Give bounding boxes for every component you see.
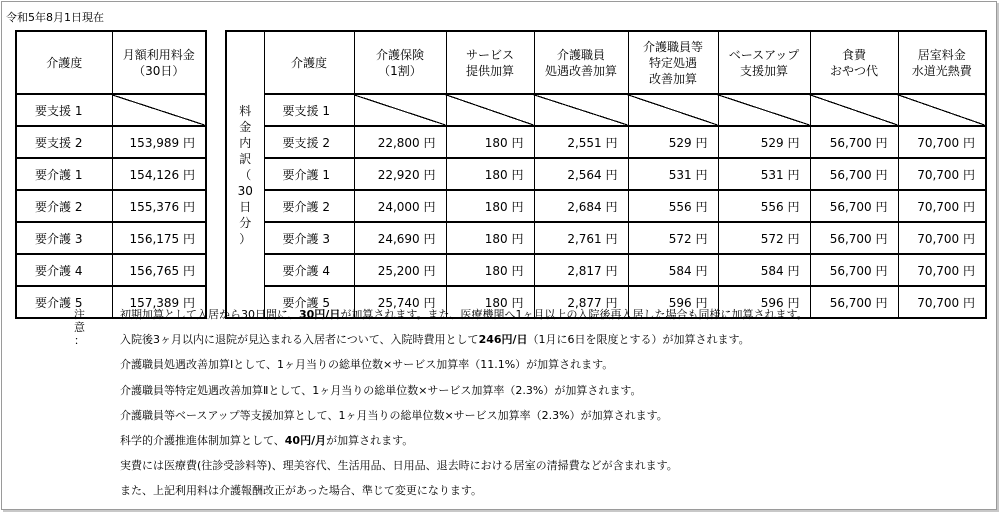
- fee-cell: 70,700 円: [898, 126, 986, 158]
- fee-cell: 24,000 円: [354, 190, 446, 222]
- care-level-cell: 要介護 3: [264, 222, 354, 254]
- note-item: [120, 484, 482, 497]
- table-row: [226, 222, 986, 254]
- fee-cell: 70,700 円: [898, 222, 986, 254]
- care-level-cell: 要介護 4: [16, 254, 112, 286]
- table-row: [226, 94, 986, 126]
- table-row: [16, 222, 206, 254]
- table-row: [226, 190, 986, 222]
- care-level-cell: 要介護 2: [16, 190, 112, 222]
- care-level-cell: 要支援 2: [16, 126, 112, 158]
- column-header: 介護職員 処遇改善加算: [534, 31, 628, 94]
- fee-cell: 56,700 円: [810, 190, 898, 222]
- breakdown-vertical-label: [226, 31, 264, 318]
- note-item: [120, 434, 413, 447]
- monthly-fee-cell: 156,175 円: [112, 222, 206, 254]
- fee-cell: 56,700 円: [810, 222, 898, 254]
- fee-cell: 70,700 円: [898, 158, 986, 190]
- fee-cell: 556 円: [628, 190, 718, 222]
- note-item: [120, 384, 641, 397]
- fee-cell: [628, 94, 718, 126]
- table-row: [16, 254, 206, 286]
- column-header: 月額利用料金 （30日）: [112, 31, 206, 94]
- fee-cell: 531 円: [628, 158, 718, 190]
- care-level-cell: 要介護 3: [16, 222, 112, 254]
- notes-label: 注意 ：: [74, 308, 85, 347]
- note-item: [120, 308, 808, 321]
- column-header: 食費 おやつ代: [810, 31, 898, 94]
- fee-cell: 70,700 円: [898, 286, 986, 318]
- note-text: 介護職員処遇改善加算Ⅰとして、1ヶ月当りの総単位数×サービス加算率（11.1%）が加算されます。: [120, 358, 614, 372]
- fee-cell: 180 円: [446, 126, 534, 158]
- fee-cell: 584 円: [628, 254, 718, 286]
- column-header: ベースアップ 支援加算: [718, 31, 810, 94]
- care-level-cell: 要介護 2: [264, 190, 354, 222]
- monthly-fee-cell: 157,389 円: [112, 286, 206, 318]
- column-header: 介護保険 （1割）: [354, 31, 446, 94]
- note-text: が加算されます。また、医療機関へ1ヶ月以上の入院後再入居した場合も同様に加算されます。: [340, 308, 808, 321]
- care-level-cell: 要支援 1: [264, 94, 354, 126]
- fee-cell: 572 円: [628, 222, 718, 254]
- breakdown-label-char: ）: [239, 231, 252, 246]
- fee-cell: 2,551 円: [534, 126, 628, 158]
- table-row: [16, 126, 206, 158]
- note-text: が加算されます。: [326, 434, 414, 447]
- fee-cell: 25,200 円: [354, 254, 446, 286]
- monthly-fee-cell: 153,989 円: [112, 126, 206, 158]
- note-item: [120, 358, 613, 371]
- column-header: 介護度: [264, 31, 354, 94]
- note-text: 介護職員等ベースアップ等支援加算として、1ヶ月当りの総単位数×サービス加算率（2.3%）が加算されます。: [120, 408, 668, 422]
- note-item: [120, 459, 678, 472]
- fee-cell: 556 円: [718, 190, 810, 222]
- fee-cell: [534, 94, 628, 126]
- fee-cell: [354, 94, 446, 126]
- fee-cell: 70,700 円: [898, 254, 986, 286]
- fee-cell: 24,690 円: [354, 222, 446, 254]
- fee-cell: 180 円: [446, 190, 534, 222]
- column-header: 介護度: [16, 31, 112, 94]
- table-row: [16, 190, 206, 222]
- note-text: 介護職員等特定処遇改善加算Ⅱとして、1ヶ月当りの総単位数×サービス加算率（2.3%）が加算されます。: [120, 383, 642, 397]
- breakdown-label-char: 内: [239, 135, 252, 150]
- care-level-cell: 要介護 4: [264, 254, 354, 286]
- monthly-fee-cell: 156,765 円: [112, 254, 206, 286]
- note-item: [120, 409, 668, 422]
- note-text: また、上記利用料は介護報酬改正があった場合、準じて変更になります。: [120, 484, 483, 498]
- note-text: （1月に6日を限度とする）が加算されます。: [527, 333, 750, 347]
- fee-cell: 531 円: [718, 158, 810, 190]
- fee-cell: 22,920 円: [354, 158, 446, 190]
- fee-cell: 596 円: [718, 286, 810, 318]
- note-text: 初期加算として入居から30日間に、: [120, 308, 299, 321]
- breakdown-label-char: 料: [239, 103, 252, 118]
- fee-cell: [446, 94, 534, 126]
- table-row: [16, 158, 206, 190]
- fee-cell: 25,740 円: [354, 286, 446, 318]
- fee-cell: 180 円: [446, 158, 534, 190]
- monthly-fee-cell: 155,376 円: [112, 190, 206, 222]
- breakdown-label-char: 日: [239, 199, 252, 214]
- fee-cell: 2,877 円: [534, 286, 628, 318]
- fee-cell: 180 円: [446, 222, 534, 254]
- fee-cell: 529 円: [628, 126, 718, 158]
- breakdown-label-char: （: [239, 167, 252, 182]
- fee-cell: 56,700 円: [810, 254, 898, 286]
- fee-cell: 572 円: [718, 222, 810, 254]
- breakdown-label-char: 30: [237, 183, 253, 198]
- fee-cell: 584 円: [718, 254, 810, 286]
- care-level-cell: 要介護 5: [16, 286, 112, 318]
- breakdown-label-char: 訳: [239, 151, 252, 166]
- fee-cell: 2,761 円: [534, 222, 628, 254]
- note-emphasis: 246円/日: [478, 333, 528, 347]
- breakdown-label-char: 分: [239, 215, 252, 230]
- care-level-cell: 要介護 1: [16, 158, 112, 190]
- table-row: [16, 94, 206, 126]
- care-level-cell: 要介護 1: [264, 158, 354, 190]
- column-header: 介護職員等 特定処遇 改善加算: [628, 31, 718, 94]
- note-text: 実費には医療費(往診受診料等)、理美容代、生活用品、日用品、退去時における居室の清掃費などが含まれます。: [120, 459, 678, 473]
- fee-cell: 529 円: [718, 126, 810, 158]
- note-item: [120, 333, 750, 346]
- fee-cell: 2,684 円: [534, 190, 628, 222]
- breakdown-label-char: 金: [239, 119, 252, 134]
- fee-cell: [810, 94, 898, 126]
- fee-breakdown-table: [225, 30, 987, 319]
- monthly-fee-cell: 154,126 円: [112, 158, 206, 190]
- fee-cell: 180 円: [446, 254, 534, 286]
- fee-cell: 2,564 円: [534, 158, 628, 190]
- fee-cell: 56,700 円: [810, 286, 898, 318]
- column-header: サービス 提供加算: [446, 31, 534, 94]
- note-emphasis: 40円/月: [284, 434, 327, 447]
- header-row: [16, 31, 206, 94]
- fee-cell: [718, 94, 810, 126]
- monthly-fee-cell: [112, 94, 206, 126]
- note-text: 科学的介護推進体制加算として、: [120, 434, 285, 447]
- fee-cell: 2,817 円: [534, 254, 628, 286]
- as-of-date: 令和5年8月1日現在: [6, 11, 104, 24]
- care-level-cell: 要介護 5: [264, 286, 354, 318]
- fee-cell: [898, 94, 986, 126]
- fee-cell: 596 円: [628, 286, 718, 318]
- table-row: [226, 254, 986, 286]
- fee-cell: 180 円: [446, 286, 534, 318]
- fee-cell: 56,700 円: [810, 126, 898, 158]
- fee-cell: 70,700 円: [898, 190, 986, 222]
- column-header: 居室料金 水道光熱費: [898, 31, 986, 94]
- note-emphasis: 30円/日: [299, 308, 341, 321]
- note-text: 入院後3ヶ月以内に退院が見込まれる入居者について、入院時費用として: [120, 333, 479, 347]
- care-level-cell: 要支援 1: [16, 94, 112, 126]
- table-row: [226, 126, 986, 158]
- fee-cell: 22,800 円: [354, 126, 446, 158]
- monthly-fee-table: [15, 30, 207, 319]
- fee-cell: 56,700 円: [810, 158, 898, 190]
- header-row: [226, 31, 986, 94]
- table-row: [226, 158, 986, 190]
- care-level-cell: 要支援 2: [264, 126, 354, 158]
